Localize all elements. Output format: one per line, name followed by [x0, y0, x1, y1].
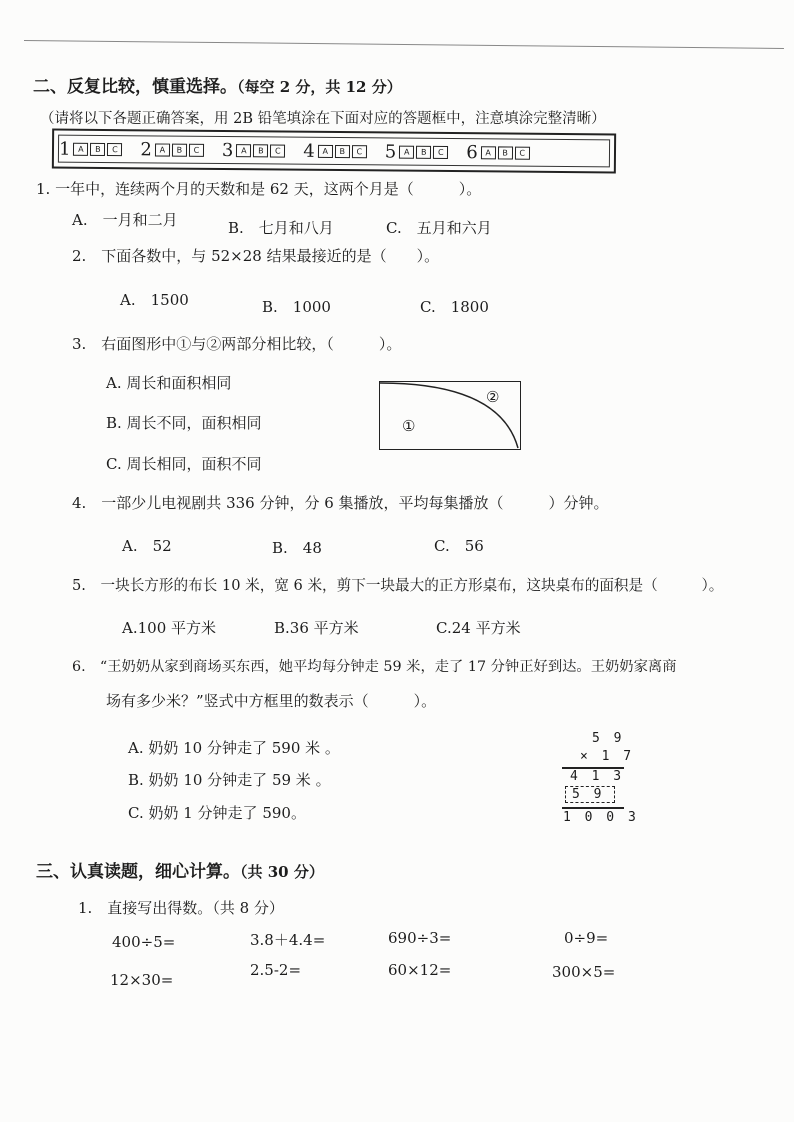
answer-group-1	[59, 138, 125, 160]
q5-option-c: C.24 平方米	[436, 619, 521, 637]
answer-bubble-2-a[interactable]: A	[155, 143, 170, 156]
q2-stem: 2. 下面各数中，与 52×28 结果最接近的是（ ）。	[72, 247, 440, 265]
q3-option-c: C. 周长相同，面积不同	[106, 455, 262, 473]
q6-option-c: C. 奶奶 1 分钟走了 590。	[128, 804, 306, 822]
answer-group-6	[466, 142, 532, 164]
answer-group-2	[140, 139, 206, 161]
q1-option-a: A. 一月和二月	[72, 211, 178, 229]
q6-option-b: B. 奶奶 10 分钟走了 59 米 。	[128, 771, 331, 789]
answer-group-number: 3	[221, 139, 234, 161]
answer-group-number: 1	[58, 138, 71, 160]
q5-stem: 5. 一块长方形的布长 10 米，宽 6 米，剪下一块最大的正方形桌布，这块桌布的面积是（ ）。	[72, 577, 724, 594]
section2-points: （每空 2 分，共 12 分）	[237, 78, 402, 96]
q3-stem: 3. 右面图形中①与②两部分相比较，（ ）。	[72, 335, 402, 353]
answer-sheet-inner	[58, 135, 610, 168]
q3-figure-label-2: ②	[486, 388, 500, 406]
q4-option-a: A. 52	[122, 537, 172, 555]
answer-group-5	[385, 141, 451, 163]
vertical-partial-1: 4 1 3	[570, 769, 625, 784]
q1-stem: 1. 一年中，连续两个月的天数和是 62 天，这两个月是（ ）。	[36, 180, 482, 198]
answer-bubble-3-b[interactable]: B	[253, 144, 268, 157]
page-edge-line	[24, 40, 784, 49]
answer-bubble-3-c[interactable]: C	[270, 144, 285, 157]
answer-bubble-2-c[interactable]: C	[189, 143, 204, 156]
calc-item-1: 400÷5=	[112, 933, 176, 951]
answer-bubble-1-b[interactable]: B	[90, 142, 105, 155]
calc-item-7: 60×12=	[388, 961, 452, 979]
q6-option-a: A. 奶奶 10 分钟走了 590 米 。	[128, 739, 340, 757]
calc-item-3: 690÷3=	[388, 929, 452, 947]
answer-group-3	[222, 140, 288, 162]
calc-item-6: 2.5-2=	[250, 961, 302, 979]
answer-bubble-4-c[interactable]: C	[352, 145, 367, 158]
answer-bubble-1-c[interactable]: C	[107, 143, 122, 156]
q4-option-b: B. 48	[272, 539, 322, 557]
vertical-line-2	[562, 807, 624, 809]
q3-figure-label-1: ①	[402, 417, 416, 435]
answer-bubble-1-a[interactable]: A	[73, 142, 88, 155]
answer-group-number: 4	[303, 140, 315, 162]
q6-stem-line1: 6. “王奶奶从家到商场买东西，她平均每分钟走 59 米，走了 17 分钟正好到达。王奶奶家离商	[72, 659, 677, 675]
answer-bubble-5-c[interactable]: C	[433, 145, 448, 158]
q4-stem: 4. 一部少儿电视剧共 336 分钟，分 6 集播放，平均每集播放（ ）分钟。	[72, 494, 609, 512]
section3-q1-points: （共 8 分）	[212, 899, 284, 917]
answer-bubble-6-c[interactable]: C	[515, 146, 530, 159]
section2-title	[33, 72, 402, 97]
q3-option-b: B. 周长不同，面积相同	[106, 414, 262, 432]
answer-bubble-5-b[interactable]: B	[416, 145, 431, 158]
answer-group-number: 5	[384, 140, 397, 163]
calc-item-5: 12×30=	[110, 971, 174, 989]
vertical-partial-2-boxed: 5 9	[565, 786, 615, 803]
q5-option-a: A.100 平方米	[122, 619, 216, 637]
q2-option-b: B. 1000	[262, 298, 331, 316]
answer-bubble-6-b[interactable]: B	[498, 146, 513, 159]
answer-bubble-2-b[interactable]: B	[172, 143, 187, 156]
answer-group-4	[303, 140, 369, 162]
q1-option-c: C. 五月和六月	[386, 219, 492, 237]
answer-sheet-box	[52, 129, 616, 174]
answer-bubble-4-b[interactable]: B	[335, 145, 350, 158]
section3-q1-label: 1. 直接写出得数。	[78, 899, 213, 917]
answer-group-number: 6	[466, 141, 478, 163]
q2-option-a: A. 1500	[120, 291, 189, 309]
section2-title-text: 二、反复比较，慎重选择。	[33, 77, 237, 97]
answer-bubble-4-a[interactable]: A	[318, 144, 333, 157]
calc-item-8: 300×5=	[552, 963, 616, 981]
answer-bubble-6-a[interactable]: A	[481, 146, 496, 159]
vertical-multiplier: × 1 7	[580, 749, 635, 764]
section3-title	[36, 857, 324, 882]
answer-group-number: 2	[140, 138, 153, 160]
vertical-top: 5 9	[592, 731, 625, 746]
section2-note: （请将以下各题正确答案，用 2B 铅笔填涂在下面对应的答题框中，注意填涂完整清晰）	[40, 111, 606, 127]
section3-points: （共 30 分）	[240, 863, 324, 881]
calc-item-4: 0÷9=	[564, 929, 609, 947]
answer-bubble-3-a[interactable]: A	[236, 144, 251, 157]
vertical-result: 1 0 0 3	[563, 810, 639, 825]
q2-option-c: C. 1800	[420, 298, 489, 316]
section3-title-text: 三、认真读题，细心计算。	[36, 862, 240, 882]
section3-q1	[78, 897, 284, 918]
calc-item-2: 3.8＋4.4=	[250, 931, 326, 949]
q3-figure	[379, 381, 521, 450]
answer-bubble-5-a[interactable]: A	[399, 145, 414, 158]
q6-stem-line2: 场有多少米？”竖式中方框里的数表示（ ）。	[106, 692, 437, 710]
q4-option-c: C. 56	[434, 537, 484, 555]
q5-option-b: B.36 平方米	[274, 619, 359, 637]
q3-option-a: A. 周长和面积相同	[106, 374, 232, 392]
q1-option-b: B. 七月和八月	[228, 219, 334, 237]
